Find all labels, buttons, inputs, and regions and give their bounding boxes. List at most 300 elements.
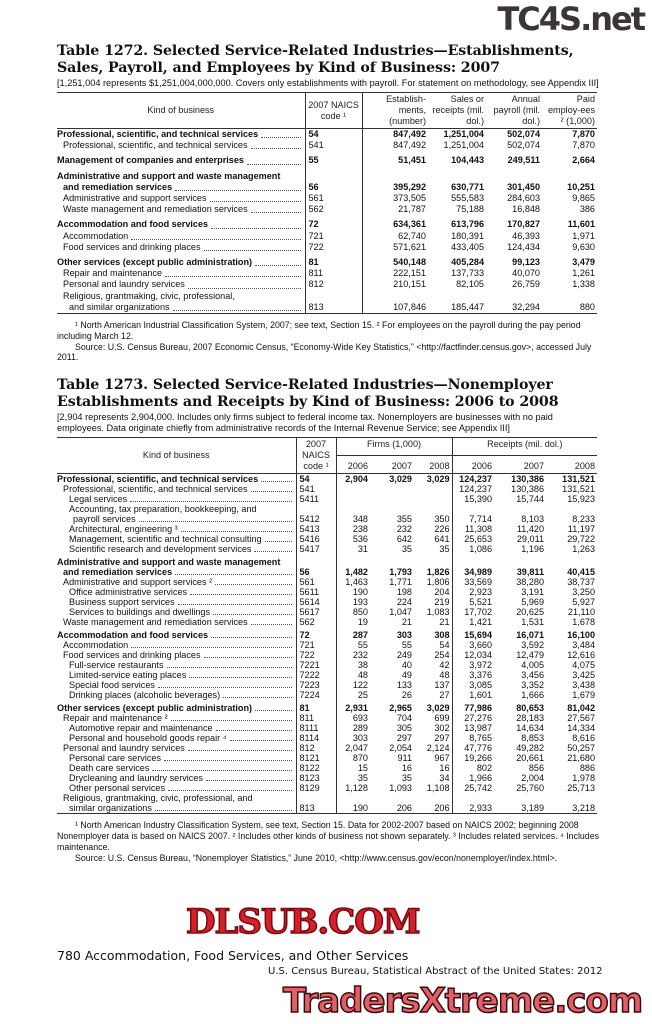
- cell-value: 350: [414, 514, 452, 524]
- table-row: [57, 534, 597, 544]
- table-row: [57, 783, 597, 793]
- naics-code: 812: [305, 279, 362, 290]
- cell-value: 232: [396, 524, 412, 535]
- cell-value: 2,004: [521, 773, 545, 784]
- cell-value: 38: [357, 660, 368, 671]
- cell-value: 386: [579, 204, 595, 215]
- row-label: Administrative and support services ²: [63, 577, 213, 588]
- cell-value: 9,865: [572, 193, 595, 204]
- cell-value: 13,987: [464, 723, 493, 734]
- cell-value: [336, 484, 370, 494]
- cell-value: 21,680: [567, 753, 596, 764]
- table-row: [57, 680, 597, 690]
- cell-value: 32,294: [512, 301, 540, 312]
- naics-code: 8111: [296, 723, 336, 733]
- table-row: [57, 587, 597, 597]
- cell-value: 5,521: [469, 597, 493, 608]
- col-year: 2007: [370, 456, 414, 474]
- cell-value: 2,664: [572, 155, 595, 166]
- cell-value: 124,434: [507, 241, 540, 252]
- cell-value: 46,393: [512, 230, 540, 241]
- row-label: Personal care services: [69, 753, 161, 764]
- naics-code: 54: [296, 474, 336, 485]
- cell-value: 16,848: [512, 204, 540, 215]
- table-row: [57, 577, 597, 587]
- table-row: [57, 670, 597, 680]
- table-row: [57, 484, 597, 494]
- cell-value: 301,450: [507, 181, 540, 192]
- cell-value: 8,853: [521, 733, 545, 744]
- cell-value: 2,054: [389, 743, 412, 754]
- naics-code: 56: [296, 567, 336, 577]
- cell-value: 35: [401, 773, 412, 784]
- cell-value: 49: [401, 670, 412, 681]
- table-1272-title: Table 1272. Selected Service-Related Industries—Establishments, Sales, Payroll, and Employees by Kind of Business: 2007: [57, 43, 574, 76]
- row-label: Business support services: [69, 597, 175, 608]
- dot-leader: [211, 228, 300, 229]
- row-label: Repair and maintenance ²: [63, 713, 168, 724]
- cell-value: 1,978: [572, 773, 596, 784]
- cell-value: 16,071: [516, 630, 545, 641]
- cell-value: 12,034: [464, 650, 493, 661]
- table-row: [57, 204, 597, 215]
- cell-value: 249: [396, 650, 412, 661]
- cell-value: 405,284: [451, 257, 484, 268]
- table-row: [57, 514, 597, 524]
- cell-value: 122: [352, 680, 368, 691]
- table-row: [57, 650, 597, 660]
- cell-value: 8,103: [521, 514, 545, 525]
- table-row: [57, 803, 597, 814]
- group-firms: Firms (1,000): [336, 438, 452, 456]
- cell-value: 20,625: [516, 607, 545, 618]
- naics-code: 81: [305, 253, 362, 268]
- cell-value: 48: [414, 670, 452, 680]
- naics-code: 7223: [296, 680, 336, 690]
- table-row: [57, 544, 597, 554]
- dot-leader: [188, 288, 301, 289]
- cell-value: 133: [396, 680, 412, 691]
- table-1273-title: Table 1273. Selected Service-Related Industries—Nonemployer Establishments and Receipts by Kind of Business: 2006 to 2008: [57, 377, 559, 411]
- cell-value: 3,484: [572, 640, 596, 651]
- table-row: [57, 215, 597, 230]
- cell-value: 630,771: [451, 181, 484, 192]
- table-row: [57, 129, 597, 141]
- cell-value: 3,191: [521, 587, 545, 598]
- dot-leader: [173, 310, 301, 311]
- dot-leader: [251, 148, 301, 149]
- cell-value: 3,376: [469, 670, 493, 681]
- col-naics: 2007 NAICS code ¹: [305, 93, 362, 129]
- cell-value: 15,694: [464, 630, 493, 641]
- dot-leader: [190, 594, 291, 595]
- cell-value: 856: [528, 763, 545, 774]
- naics-code: 722: [305, 242, 362, 253]
- cell-value: 33,569: [464, 577, 493, 588]
- table-row: [57, 723, 597, 733]
- table-row: [57, 140, 597, 151]
- cell-value: 634,361: [393, 219, 426, 230]
- cell-value: 39,811: [516, 567, 545, 578]
- dot-leader: [213, 614, 291, 615]
- cell-value: 1,666: [521, 690, 545, 701]
- cell-value: 15: [357, 763, 368, 774]
- table-row-label-continued: [57, 291, 597, 302]
- table-row: [57, 713, 597, 723]
- table-1273: [57, 437, 597, 814]
- table-row: [57, 700, 597, 713]
- cell-value: 77,986: [464, 703, 493, 714]
- footnotes: ¹ North American Industrial Classification System, 2007; see text, Section 15. ² For employees on the payroll during the pay period including March 12.: [57, 320, 581, 341]
- source: Source: U.S. Census Bureau, “Nonemployer Statistics,” June 2010, <http://www.census.gov/econ/nonemployer/index.html>.: [75, 852, 558, 863]
- page-content: [57, 43, 602, 863]
- cell-value: 35: [414, 544, 452, 554]
- dot-leader: [168, 790, 291, 791]
- cell-value: 4,075: [572, 660, 596, 671]
- cell-value: 9,630: [572, 241, 595, 252]
- row-label: Professional, scientific, and technical services: [57, 129, 259, 139]
- group-receipts: Receipts (mil. dol.): [452, 438, 597, 456]
- cell-value: 38,737: [567, 577, 596, 588]
- table-row: [57, 567, 597, 577]
- naics-code: 54: [305, 129, 362, 141]
- cell-value: 641: [414, 534, 452, 544]
- naics-code: 813: [305, 302, 362, 314]
- dot-leader: [130, 501, 291, 502]
- table-row: [57, 268, 597, 279]
- cell-value: 17,702: [464, 607, 493, 618]
- dot-leader: [189, 677, 291, 678]
- cell-value: 34: [414, 773, 452, 783]
- cell-value: 47,776: [464, 743, 493, 754]
- cell-value: 19,266: [464, 753, 493, 764]
- naics-code: 5411: [296, 494, 336, 504]
- cell-value: 967: [414, 753, 452, 763]
- cell-value: 249,511: [507, 155, 540, 166]
- naics-code: 8122: [296, 763, 336, 773]
- table-row: [57, 773, 597, 783]
- cell-value: 289: [352, 723, 368, 734]
- naics-code: 5413: [296, 524, 336, 534]
- dot-leader: [251, 624, 292, 625]
- cell-value: 8,616: [572, 733, 596, 744]
- table-row: [57, 763, 597, 773]
- cell-value: 3,438: [572, 680, 596, 691]
- table-row: [57, 607, 597, 617]
- table-row-label-continued: [57, 793, 597, 803]
- cell-value: [370, 494, 414, 504]
- cell-value: 232: [352, 650, 368, 661]
- cell-value: 38,280: [516, 577, 545, 588]
- cell-value: 870: [352, 753, 368, 764]
- row-label: Drycleaning and laundry services: [69, 773, 203, 784]
- cell-value: 1,251,004: [443, 140, 484, 151]
- cell-value: [336, 494, 370, 504]
- watermark-logo: TC4S.net: [497, 0, 644, 38]
- cell-value: 1,128: [345, 783, 368, 794]
- cell-value: 62,740: [398, 230, 426, 241]
- cell-value: 308: [414, 627, 452, 640]
- row-label: Scientific research and development services: [69, 544, 252, 555]
- cell-value: 3,660: [469, 640, 493, 651]
- row-label: Administrative and support services: [63, 193, 207, 204]
- table-row-label-continued: [57, 554, 597, 567]
- col-employees: Paid employ-ees ² (1,000): [542, 93, 597, 129]
- dot-leader: [155, 810, 292, 811]
- dot-leader: [254, 551, 291, 552]
- dot-leader: [158, 687, 292, 688]
- table-row: [57, 660, 597, 670]
- row-label: Accommodation and food services: [57, 219, 209, 230]
- row-label: Professional, scientific, and technical services: [63, 140, 248, 151]
- naics-code: 561: [305, 193, 362, 204]
- cell-value: 25,653: [464, 534, 493, 545]
- dot-leader: [164, 760, 292, 761]
- row-label: Full-service restaurants: [69, 660, 164, 671]
- cell-value: 1,601: [469, 690, 493, 701]
- naics-code: 56: [305, 182, 362, 193]
- cell-value: 3,456: [521, 670, 545, 681]
- cell-value: 16: [414, 763, 452, 773]
- cell-value: 2,965: [389, 703, 412, 714]
- naics-code: 5412: [296, 514, 336, 524]
- cell-value: 224: [396, 597, 412, 608]
- cell-value: 219: [414, 597, 452, 607]
- table-row: [57, 597, 597, 607]
- row-label: Waste management and remediation services: [63, 617, 248, 628]
- table-row: [57, 640, 597, 650]
- cell-value: 3,972: [469, 660, 493, 671]
- cell-value: 1,261: [572, 268, 595, 279]
- cell-value: 170,827: [507, 219, 540, 230]
- naics-code: 8123: [296, 773, 336, 783]
- table-row: [57, 627, 597, 640]
- cell-value: 880: [579, 301, 595, 312]
- cell-value: 1,421: [469, 617, 493, 628]
- naics-code: 541: [296, 484, 336, 494]
- col-year: 2006: [452, 456, 494, 474]
- cell-value: 25,742: [464, 783, 493, 794]
- row-label: Personal and laundry services: [63, 743, 185, 754]
- table-row: [57, 302, 597, 314]
- table-row-label-continued: [57, 167, 597, 182]
- cell-value: 3,085: [469, 680, 493, 691]
- table-row: [57, 193, 597, 204]
- table-row: [57, 151, 597, 166]
- row-label: and similar organizations: [69, 301, 170, 312]
- cell-value: 21,787: [398, 204, 426, 215]
- naics-code: 7224: [296, 690, 336, 700]
- cell-value: 124,237: [459, 474, 493, 485]
- cell-value: 613,796: [451, 219, 484, 230]
- cell-value: 137,733: [451, 268, 484, 279]
- cell-value: 3,189: [521, 803, 545, 814]
- naics-code: 5611: [296, 587, 336, 597]
- cell-value: 555,583: [451, 193, 484, 204]
- cell-value: 193: [352, 597, 368, 608]
- cell-value: 11,197: [567, 524, 596, 535]
- cell-value: 571,621: [393, 241, 426, 252]
- table-1273-notes: [57, 820, 602, 863]
- cell-value: 2,933: [469, 803, 493, 814]
- cell-value: 847,492: [393, 140, 426, 151]
- cell-value: 25,760: [516, 783, 545, 794]
- col-year: 2006: [336, 456, 370, 474]
- cell-value: 3,479: [572, 257, 595, 268]
- cell-value: 1,679: [572, 690, 596, 701]
- cell-value: [414, 494, 452, 504]
- cell-value: 107,846: [393, 301, 426, 312]
- col-kind: Kind of business: [57, 438, 296, 474]
- naics-code: 5416: [296, 534, 336, 544]
- cell-value: 130,386: [511, 484, 545, 495]
- cell-value: 1,771: [389, 577, 412, 588]
- col-sales: Sales or receipts (mil. dol.): [428, 93, 486, 129]
- dot-leader: [175, 574, 291, 575]
- table-row: [57, 182, 597, 193]
- row-label: Accommodation: [63, 230, 129, 241]
- dot-leader: [265, 541, 292, 542]
- cell-value: 1,531: [521, 617, 545, 628]
- cell-value: 642: [396, 534, 412, 545]
- cell-value: 206: [414, 803, 452, 814]
- naics-code: 7221: [296, 660, 336, 670]
- cell-value: 222,151: [393, 268, 426, 279]
- table-row: [57, 242, 597, 253]
- naics-code: 811: [305, 268, 362, 279]
- cell-value: 12,616: [567, 650, 596, 661]
- naics-code: 7222: [296, 670, 336, 680]
- footnotes: ¹ North American Industry Classification System, see text, Section 15. Data for 2002-2007 based on NAICS 2002; beginning 2008 Nonemployer data is based on NAICS 2007. ² Includes other kinds of business not shown separately. ³ Includes related services. ⁴ Includes maintenance.: [57, 820, 599, 852]
- table-row: [57, 279, 597, 290]
- cell-value: 26: [401, 690, 412, 701]
- dot-leader: [139, 521, 292, 522]
- row-label: and remediation services: [63, 567, 173, 578]
- cell-value: 198: [396, 587, 412, 598]
- cell-value: 40,415: [567, 567, 596, 578]
- cell-value: 190: [352, 803, 368, 814]
- cell-value: 54: [414, 640, 452, 650]
- cell-value: 180,391: [451, 230, 484, 241]
- naics-code: 562: [296, 617, 336, 627]
- col-kind: Kind of business: [57, 93, 305, 129]
- row-label: Office administrative services: [69, 587, 188, 598]
- col-naics: 2007 NAICS code ¹: [296, 438, 336, 474]
- cell-value: 82,105: [456, 279, 484, 290]
- row-label: Management of companies and enterprises: [57, 155, 244, 166]
- cell-value: 693: [352, 713, 368, 724]
- cell-value: 5,969: [521, 597, 545, 608]
- cell-value: 124,237: [459, 484, 493, 495]
- dot-leader: [204, 657, 292, 658]
- cell-value: 14,634: [516, 723, 545, 734]
- cell-value: 3,352: [521, 680, 545, 691]
- cell-value: 3,029: [414, 700, 452, 713]
- cell-value: 2,047: [345, 743, 368, 754]
- naics-code: 812: [296, 743, 336, 753]
- cell-value: 21: [414, 617, 452, 627]
- dot-leader: [131, 647, 291, 648]
- dot-leader: [251, 212, 301, 213]
- dot-leader: [261, 137, 300, 138]
- cell-value: 536: [352, 534, 368, 545]
- cell-value: 303: [352, 733, 368, 744]
- cell-value: 3,218: [572, 803, 596, 814]
- cell-value: 1,263: [572, 544, 596, 555]
- row-label: Repair and maintenance: [63, 268, 163, 279]
- cell-value: 11,308: [464, 524, 493, 535]
- cell-value: 29,011: [516, 534, 545, 545]
- cell-value: 51,451: [398, 155, 426, 166]
- table-row: [57, 524, 597, 534]
- dot-leader: [131, 239, 300, 240]
- dot-leader: [230, 740, 292, 741]
- cell-value: 55: [357, 640, 368, 651]
- naics-code: 813: [296, 803, 336, 814]
- row-label: Waste management and remediation services: [63, 204, 248, 215]
- table-row: [57, 617, 597, 627]
- cell-value: 21: [401, 617, 412, 628]
- cell-value: 2,904: [345, 474, 368, 485]
- cell-value: 433,405: [451, 241, 484, 252]
- table-row: [57, 733, 597, 743]
- cell-value: 1,108: [414, 783, 452, 793]
- cell-value: 2,124: [414, 743, 452, 753]
- table-row-label-continued: [57, 504, 597, 514]
- publication-line: U.S. Census Bureau, Statistical Abstract of the United States: 2012: [268, 966, 603, 977]
- cell-value: 11,601: [567, 219, 595, 230]
- cell-value: 48: [357, 670, 368, 681]
- naics-code: 81: [296, 700, 336, 713]
- cell-value: [414, 484, 452, 494]
- row-label: Administrative and support and waste management: [57, 557, 281, 568]
- naics-code: 8114: [296, 733, 336, 743]
- col-year: 2008: [414, 456, 452, 474]
- dot-leader: [167, 667, 292, 668]
- cell-value: 14,334: [567, 723, 596, 734]
- cell-value: 131,521: [562, 474, 596, 485]
- cell-value: 55: [401, 640, 412, 651]
- cell-value: [370, 484, 414, 494]
- cell-value: 699: [414, 713, 452, 723]
- table-row: [57, 474, 597, 485]
- cell-value: 16,100: [567, 630, 596, 641]
- naics-code: 722: [296, 650, 336, 660]
- cell-value: 1,826: [414, 567, 452, 577]
- col-payroll: Annual payroll (mil. dol.): [486, 93, 542, 129]
- cell-value: 284,603: [507, 193, 540, 204]
- cell-value: 348: [352, 514, 368, 525]
- dot-leader: [216, 730, 292, 731]
- dot-leader: [255, 265, 300, 266]
- cell-value: 886: [579, 763, 596, 774]
- dot-leader: [181, 531, 292, 532]
- table-1272-headnote: [1,251,004 represents $1,251,004,000,000. Covers only establishments with payroll. For statement on methodology, see Appendix III]: [57, 78, 599, 88]
- row-label: Management, scientific and technical consulting: [69, 534, 262, 545]
- dot-leader: [255, 710, 291, 711]
- cell-value: 26,759: [512, 279, 540, 290]
- cell-value: 254: [414, 650, 452, 660]
- watermark-logo: TradersXtreme.com: [283, 981, 643, 1021]
- cell-value: 190: [352, 587, 368, 598]
- cell-value: 1,482: [345, 567, 368, 578]
- cell-value: 35: [357, 773, 368, 784]
- cell-value: 10,251: [567, 181, 595, 192]
- cell-value: 50,257: [567, 743, 596, 754]
- cell-value: 28,183: [516, 713, 545, 724]
- cell-value: 27,567: [567, 713, 596, 724]
- cell-value: 29,722: [567, 534, 596, 545]
